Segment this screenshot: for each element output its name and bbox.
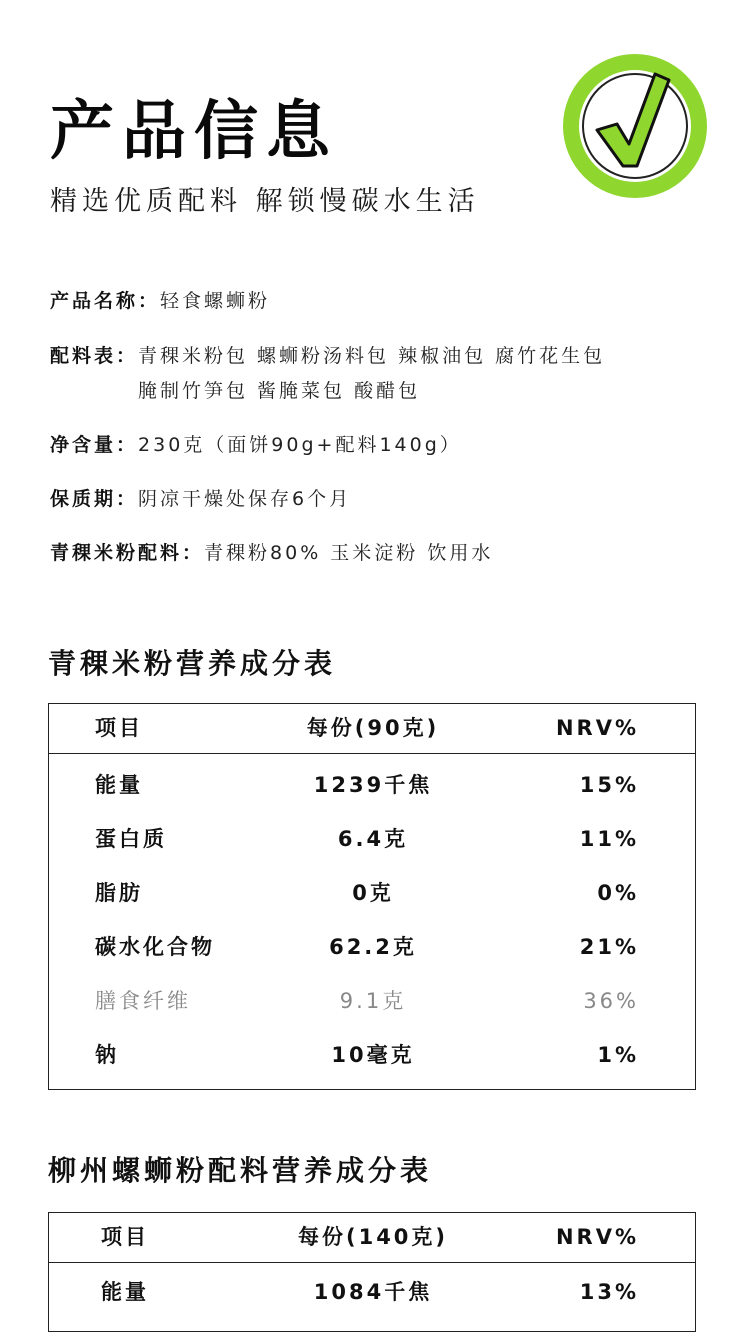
ingredients-line: 青稞米粉包 螺蛳粉汤料包 辣椒油包 腐竹花生包	[138, 345, 606, 367]
nutrition-table-1	[48, 703, 696, 1090]
page-title: 产品信息	[50, 95, 338, 169]
info-label: 配料表：	[50, 345, 139, 367]
row-item: 碳水化合物	[95, 935, 215, 959]
info-value	[138, 343, 605, 404]
table-row	[49, 812, 695, 866]
header-item: 项目	[101, 1225, 149, 1249]
nutrition-table-1-title: 青稞米粉营养成分表	[48, 647, 337, 680]
header-item: 项目	[95, 716, 143, 740]
header-nrv: NRV%	[555, 1225, 639, 1249]
info-shelf-life	[50, 486, 351, 512]
row-nrv: 15%	[579, 773, 639, 797]
row-nrv: 11%	[579, 827, 639, 851]
nutrition-table-2	[48, 1212, 696, 1332]
header-per-serving: 每份(90克)	[306, 716, 440, 740]
info-label: 保质期：	[50, 488, 139, 510]
info-value: 轻食螺蛳粉	[160, 290, 271, 312]
row-nrv: 21%	[579, 935, 639, 959]
row-item: 蛋白质	[95, 827, 167, 851]
row-amount: 10毫克	[331, 1043, 415, 1067]
row-nrv: 0%	[597, 881, 639, 905]
table-row	[49, 758, 695, 812]
row-amount: 1239千焦	[313, 773, 433, 797]
header-per-serving: 每份(140克)	[297, 1225, 449, 1249]
row-item: 膳食纤维	[95, 989, 191, 1013]
row-nrv: 36%	[583, 989, 639, 1013]
table-row	[49, 920, 695, 974]
info-ingredients	[50, 343, 605, 404]
table-row	[49, 866, 695, 920]
info-value: 阴凉干燥处保存6个月	[138, 488, 352, 510]
page-subtitle: 精选优质配料 解锁慢碳水生活	[50, 186, 480, 217]
info-label: 青稞米粉配料：	[50, 542, 205, 564]
checkmark-icon	[557, 48, 713, 204]
row-amount: 0克	[352, 881, 394, 905]
row-item: 能量	[95, 773, 143, 797]
row-amount: 6.4克	[337, 827, 409, 851]
info-value: 230克（面饼90g+配料140g）	[138, 434, 462, 456]
info-product-name	[50, 288, 270, 314]
row-nrv: 1%	[597, 1043, 639, 1067]
table-header-row	[49, 704, 695, 754]
row-amount: 62.2克	[329, 935, 417, 959]
info-net-content	[50, 432, 462, 458]
nutrition-table-2-title: 柳州螺蛳粉配料营养成分表	[48, 1154, 433, 1187]
ingredients-line: 腌制竹笋包 酱腌菜包 酸醋包	[138, 380, 421, 402]
info-label: 产品名称：	[50, 290, 161, 312]
row-item: 脂肪	[95, 881, 143, 905]
table-header-row	[49, 1213, 695, 1263]
row-item: 钠	[95, 1043, 119, 1067]
row-item: 能量	[101, 1280, 149, 1304]
row-amount: 9.1克	[339, 989, 407, 1013]
table-row	[49, 1265, 695, 1319]
table-row	[49, 974, 695, 1028]
row-amount: 1084千焦	[313, 1280, 433, 1304]
info-label: 净含量：	[50, 434, 139, 456]
info-flour-ingredients	[50, 540, 493, 566]
info-value: 青稞粉80% 玉米淀粉 饮用水	[204, 542, 494, 564]
row-nrv: 13%	[579, 1280, 639, 1304]
header-nrv: NRV%	[555, 716, 639, 740]
table-row	[49, 1028, 695, 1082]
